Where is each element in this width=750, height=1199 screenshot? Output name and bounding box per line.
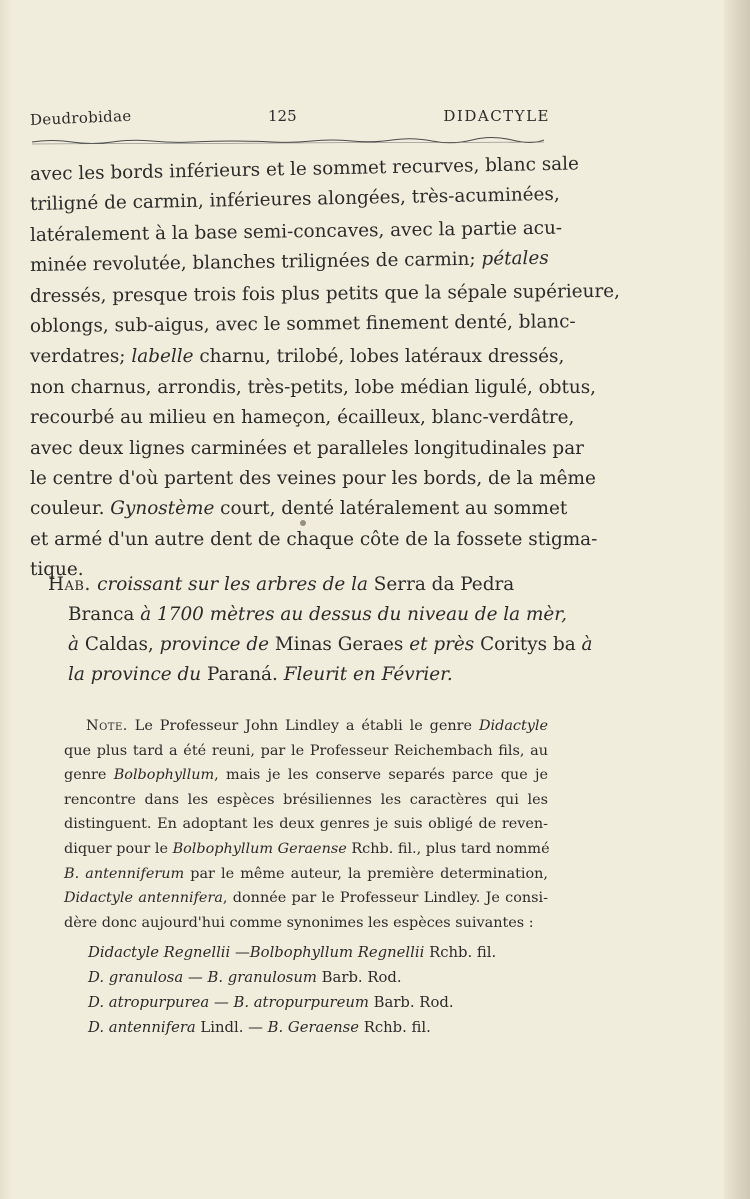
note-line: dère donc aujourd'hui comme synonimes les espèces suivantes :	[64, 914, 534, 931]
note-line: rencontre dans les espèces brésiliennes les caractères qui les	[64, 791, 548, 808]
text-line: avec deux lignes carminées et paralleles longitudinales par	[30, 437, 584, 459]
text-line: couleur. Gynostème court, denté latéralement au sommet	[30, 498, 568, 520]
synonym-entry: D. antennifera Lindl. — B. Geraense Rchb. fil.	[88, 1019, 431, 1036]
page-right-edge	[724, 0, 750, 1199]
habitat-label: Hab.	[48, 574, 98, 595]
text-line: tique.	[30, 559, 84, 581]
note-line: diquer pour le Bolbophyllum Geraense Rchb. fil., plus tard nommé	[64, 840, 550, 857]
text-line: le centre d'où partent des veines pour les bords, de la même	[30, 468, 596, 490]
text-line: avec les bords inférieurs et le sommet recurves, blanc sale	[29, 153, 580, 185]
note-label: Note.	[86, 718, 128, 734]
note-line: genre Bolbophyllum, mais je les conserve separés parce que je	[64, 767, 548, 784]
synonym-list	[88, 940, 548, 1040]
synonym-entry: D. atropurpurea — B. atropurpureum Barb. Rod.	[88, 994, 454, 1011]
habitat-paragraph	[48, 570, 593, 690]
page-number: 125	[268, 107, 297, 125]
running-head-family: Deudrobidae	[29, 106, 132, 129]
text-line: et armé d'un autre dent de chaque côte de la fossete stigma-	[30, 528, 598, 550]
text-line: recourbé au milieu en hameçon, écailleux, blanc-verdâtre,	[30, 407, 575, 429]
text-line: verdatres; labelle charnu, trilobé, lobes latéraux dressés,	[30, 346, 565, 368]
note-line: Note. Le Professeur John Lindley a établi le genre Didactyle	[86, 718, 548, 734]
note-paragraph	[64, 714, 550, 935]
habitat-line: la province du Paraná. Fleurit en Février.	[68, 664, 453, 685]
page-left-edge	[0, 0, 12, 1199]
synonym-entry: D. granulosa — B. granulosum Barb. Rod.	[88, 969, 402, 986]
description-paragraph	[29, 153, 621, 586]
text-line: non charnus, arrondis, très-petits, lobe médian ligulé, obtus,	[30, 376, 597, 398]
text-line: oblongs, sub-aigus, avec le sommet finement denté, blanc-	[29, 311, 576, 338]
text-line: minée revolutée, blanches trilignées de carmin; pétales	[29, 247, 549, 277]
habitat-line: Hab. croissant sur les arbres de la Serra da Pedra	[48, 574, 515, 595]
habitat-line: à Caldas, province de Minas Geraes et près Coritys ba à	[68, 634, 593, 655]
header-rule	[32, 136, 544, 146]
running-head-genus: DIDACTYLE	[443, 107, 550, 125]
note-line: que plus tard a été reuni, par le Professeur Reichembach fils, au	[64, 742, 548, 759]
note-line: distinguent. En adoptant les deux genres je suis obligé de reven-	[64, 816, 548, 833]
running-head	[30, 103, 550, 133]
note-line: Didactyle antennifera, donnée par le Professeur Lindley. Je consi-	[64, 890, 549, 907]
note-line: B. antenniferum par le même auteur, la première determination,	[64, 865, 548, 882]
text-line: dressés, presque trois fois plus petits que la sépale supérieure,	[29, 280, 621, 307]
habitat-line: Branca à 1700 mètres au dessus du niveau de la mèr,	[68, 604, 567, 625]
synonym-entry: Didactyle Regnellii —Bolbophyllum Regnellii Rchb. fil.	[88, 944, 497, 961]
text-line: latéralement à la base semi-concaves, avec la partie acu-	[29, 217, 563, 246]
text-line: triligné de carmin, inférieures alongées, très-acuminées,	[29, 184, 560, 216]
